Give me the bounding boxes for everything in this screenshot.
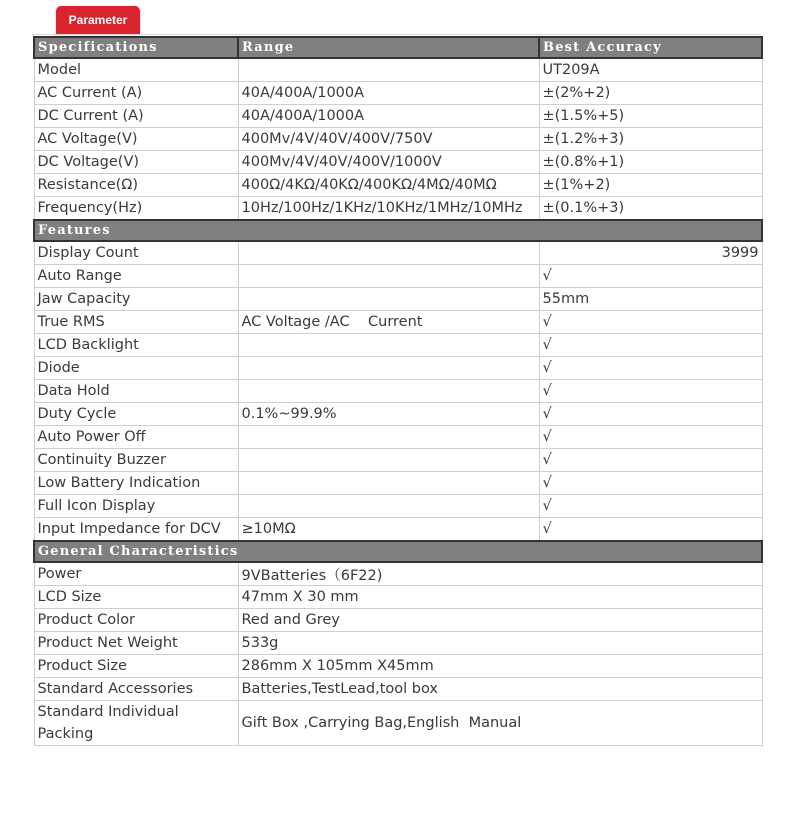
table-row [34,128,762,151]
table-row [34,495,762,518]
tab-divider [33,34,761,35]
table-row [34,151,762,174]
general-value: 533g [238,632,762,655]
feature-range: ≥10MΩ [238,518,539,542]
table-row [34,586,762,609]
feature-value: √ [539,334,762,357]
spec-range [238,58,539,82]
section-title: Features [34,220,762,241]
feature-value: √ [539,426,762,449]
general-name: Product Color [34,609,238,632]
general-value: 47mm X 30 mm [238,586,762,609]
general-value: Red and Grey [238,609,762,632]
spec-value: ±(1%+2) [539,174,762,197]
spec-table [33,36,763,746]
table-row [34,174,762,197]
tab-parameter[interactable]: Parameter [56,6,140,34]
table-row [34,472,762,495]
general-name: Product Net Weight [34,632,238,655]
feature-range: 0.1%~99.9% [238,403,539,426]
table-row [34,403,762,426]
general-name: LCD Size [34,586,238,609]
feature-range [238,449,539,472]
general-value: 286mm X 105mm X45mm [238,655,762,678]
feature-name: True RMS [34,311,238,334]
general-name: Standard Accessories [34,678,238,701]
table-row [34,105,762,128]
table-row [34,426,762,449]
feature-range [238,265,539,288]
feature-value: √ [539,403,762,426]
table-row [34,265,762,288]
feature-value: √ [539,265,762,288]
spec-name: AC Current (A) [34,82,238,105]
table-row [34,632,762,655]
feature-name: Diode [34,357,238,380]
table-row [34,609,762,632]
spec-range: 40A/400A/1000A [238,82,539,105]
table-row [34,311,762,334]
table-row [34,241,762,265]
feature-value: √ [539,357,762,380]
feature-name: Display Count [34,241,238,265]
table-row [34,678,762,701]
general-value: Gift Box ,Carrying Bag,English Manual [238,701,762,746]
table-header-row [34,37,762,58]
table-row [34,58,762,82]
table-row [34,518,762,542]
general-value: 9VBatteries（6F22) [238,562,762,586]
spec-name: Model [34,58,238,82]
table-row [34,562,762,586]
spec-name: AC Voltage(V) [34,128,238,151]
column-header-range: Range [238,37,539,58]
feature-name: Auto Range [34,265,238,288]
feature-value: √ [539,380,762,403]
feature-range [238,380,539,403]
table-row [34,197,762,221]
spec-name: Frequency(Hz) [34,197,238,221]
feature-value: √ [539,472,762,495]
spec-range: 400Ω/4KΩ/40KΩ/400KΩ/4MΩ/40MΩ [238,174,539,197]
feature-range [238,426,539,449]
spec-value: ±(1.2%+3) [539,128,762,151]
table-row [34,449,762,472]
table-row [34,701,762,746]
section-header-features [34,220,762,241]
feature-value: √ [539,495,762,518]
feature-value: √ [539,518,762,542]
feature-name: Continuity Buzzer [34,449,238,472]
section-header-general [34,541,762,562]
feature-name: Data Hold [34,380,238,403]
feature-name: LCD Backlight [34,334,238,357]
general-name: Product Size [34,655,238,678]
table-row [34,655,762,678]
feature-range [238,357,539,380]
spec-range: 400Mv/4V/40V/400V/750V [238,128,539,151]
feature-value: √ [539,449,762,472]
feature-name: Jaw Capacity [34,288,238,311]
feature-name: Full Icon Display [34,495,238,518]
table-row [34,380,762,403]
feature-value: 3999 [539,241,762,265]
spec-name: DC Voltage(V) [34,151,238,174]
spec-value: UT209A [539,58,762,82]
spec-name: DC Current (A) [34,105,238,128]
spec-value: ±(0.1%+3) [539,197,762,221]
feature-range [238,241,539,265]
feature-value: 55mm [539,288,762,311]
feature-range [238,495,539,518]
column-header-specifications: Specifications [34,37,238,58]
feature-value: √ [539,311,762,334]
table-row [34,334,762,357]
section-title: General Characteristics [34,541,762,562]
feature-range [238,472,539,495]
feature-name: Duty Cycle [34,403,238,426]
general-name: Standard Individual Packing [34,701,238,746]
table-row [34,357,762,380]
feature-name: Auto Power Off [34,426,238,449]
spec-range: 40A/400A/1000A [238,105,539,128]
general-value: Batteries,TestLead,tool box [238,678,762,701]
feature-name: Low Battery Indication [34,472,238,495]
table-row [34,82,762,105]
feature-name: Input Impedance for DCV [34,518,238,542]
feature-range: AC Voltage /AC Current [238,311,539,334]
spec-value: ±(0.8%+1) [539,151,762,174]
feature-range [238,288,539,311]
table-row [34,288,762,311]
column-header-best-accuracy: Best Accuracy [539,37,762,58]
spec-range: 10Hz/100Hz/1KHz/10KHz/1MHz/10MHz [238,197,539,221]
feature-range [238,334,539,357]
spec-range: 400Mv/4V/40V/400V/1000V [238,151,539,174]
general-name: Power [34,562,238,586]
spec-value: ±(1.5%+5) [539,105,762,128]
spec-name: Resistance(Ω) [34,174,238,197]
spec-value: ±(2%+2) [539,82,762,105]
